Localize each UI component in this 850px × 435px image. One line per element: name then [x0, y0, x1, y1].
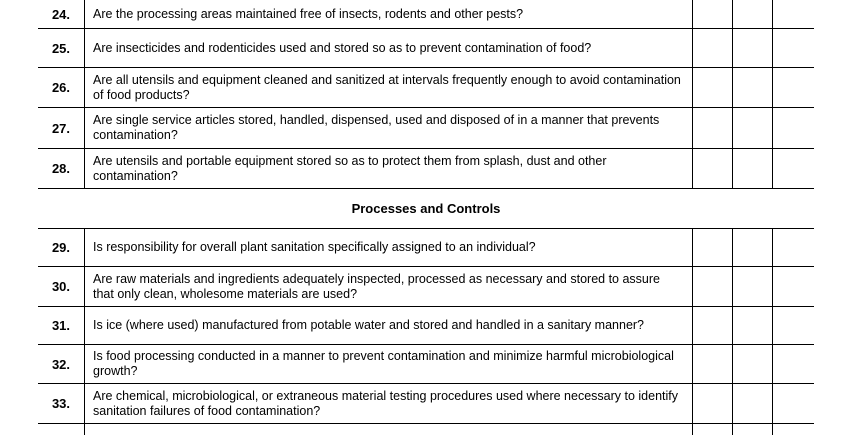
answer-box-yes[interactable]: [693, 384, 733, 423]
question-text: Are insecticides and rodenticides used and stored so as to prevent contamination of food?: [85, 29, 693, 67]
answer-box-no[interactable]: [733, 68, 773, 107]
answer-box-na[interactable]: [773, 267, 813, 306]
answer-box-no[interactable]: [733, 149, 773, 188]
question-text: Are all utensils and equipment cleaned and sanitized at intervals frequently enough to avoid contamination of food products?: [85, 68, 693, 107]
table-row: [38, 29, 814, 68]
question-number: 29.: [38, 229, 85, 266]
answer-box-no[interactable]: [733, 229, 773, 266]
answer-box-yes[interactable]: [693, 345, 733, 383]
table-row: [38, 384, 814, 424]
answer-box-yes[interactable]: [693, 29, 733, 67]
answer-box-na[interactable]: [773, 0, 813, 28]
question-text: Is food processing conducted in a manner to prevent contamination and minimize harmful microbiological growth?: [85, 345, 693, 383]
question-text: Are the processing areas maintained free of insects, rodents and other pests?: [85, 0, 693, 28]
table-row: [38, 229, 814, 267]
question-number: 31.: [38, 307, 85, 344]
answer-box-yes[interactable]: [693, 267, 733, 306]
answer-box-na[interactable]: [773, 68, 813, 107]
table-row: [38, 108, 814, 149]
question-number: 33.: [38, 384, 85, 423]
question-text-partial: [85, 424, 693, 435]
question-text: Are raw materials and ingredients adequately inspected, processed as necessary and stored to assure that only clean, wholesome materials are used?: [85, 267, 693, 306]
table-row: [38, 149, 814, 189]
question-text: Are chemical, microbiological, or extraneous material testing procedures used where necessary to identify sanitation failures of food contamination?: [85, 384, 693, 423]
answer-box-no[interactable]: [733, 424, 773, 435]
answer-box-no[interactable]: [733, 307, 773, 344]
answer-box-no[interactable]: [733, 29, 773, 67]
answer-box-na[interactable]: [773, 29, 813, 67]
answer-box-yes[interactable]: [693, 108, 733, 148]
question-text: Is ice (where used) manufactured from potable water and stored and handled in a sanitary manner?: [85, 307, 693, 344]
answer-box-na[interactable]: [773, 345, 813, 383]
answer-box-na[interactable]: [773, 424, 813, 435]
answer-box-yes[interactable]: [693, 149, 733, 188]
table-row: [38, 0, 814, 29]
question-text: Are single service articles stored, handled, dispensed, used and disposed of in a manner that prevents contamination?: [85, 108, 693, 148]
answer-box-yes[interactable]: [693, 229, 733, 266]
answer-box-no[interactable]: [733, 384, 773, 423]
answer-box-na[interactable]: [773, 384, 813, 423]
table-row: [38, 424, 814, 435]
question-text: Is responsibility for overall plant sanitation specifically assigned to an individual?: [85, 229, 693, 266]
checklist-table-processes: [38, 229, 814, 435]
question-text: Are utensils and portable equipment stored so as to protect them from splash, dust and other contamination?: [85, 149, 693, 188]
answer-box-no[interactable]: [733, 0, 773, 28]
question-number: 32.: [38, 345, 85, 383]
question-number: 28.: [38, 149, 85, 188]
question-number: 27.: [38, 108, 85, 148]
question-number: 30.: [38, 267, 85, 306]
table-row: [38, 68, 814, 108]
answer-box-no[interactable]: [733, 345, 773, 383]
answer-box-yes[interactable]: [693, 68, 733, 107]
answer-box-yes[interactable]: [693, 424, 733, 435]
question-number: 24.: [38, 0, 85, 28]
question-number: 25.: [38, 29, 85, 67]
answer-box-na[interactable]: [773, 307, 813, 344]
table-row: [38, 307, 814, 345]
answer-box-na[interactable]: [773, 229, 813, 266]
answer-box-yes[interactable]: [693, 307, 733, 344]
question-number-partial: [38, 424, 85, 435]
answer-box-yes[interactable]: [693, 0, 733, 28]
checklist-table-sanitation: [38, 0, 814, 189]
section-heading: Processes and Controls: [351, 201, 501, 216]
answer-box-na[interactable]: [773, 108, 813, 148]
table-row: [38, 267, 814, 307]
answer-box-no[interactable]: [733, 108, 773, 148]
table-row: [38, 345, 814, 384]
question-number: 26.: [38, 68, 85, 107]
answer-box-na[interactable]: [773, 149, 813, 188]
answer-box-no[interactable]: [733, 267, 773, 306]
